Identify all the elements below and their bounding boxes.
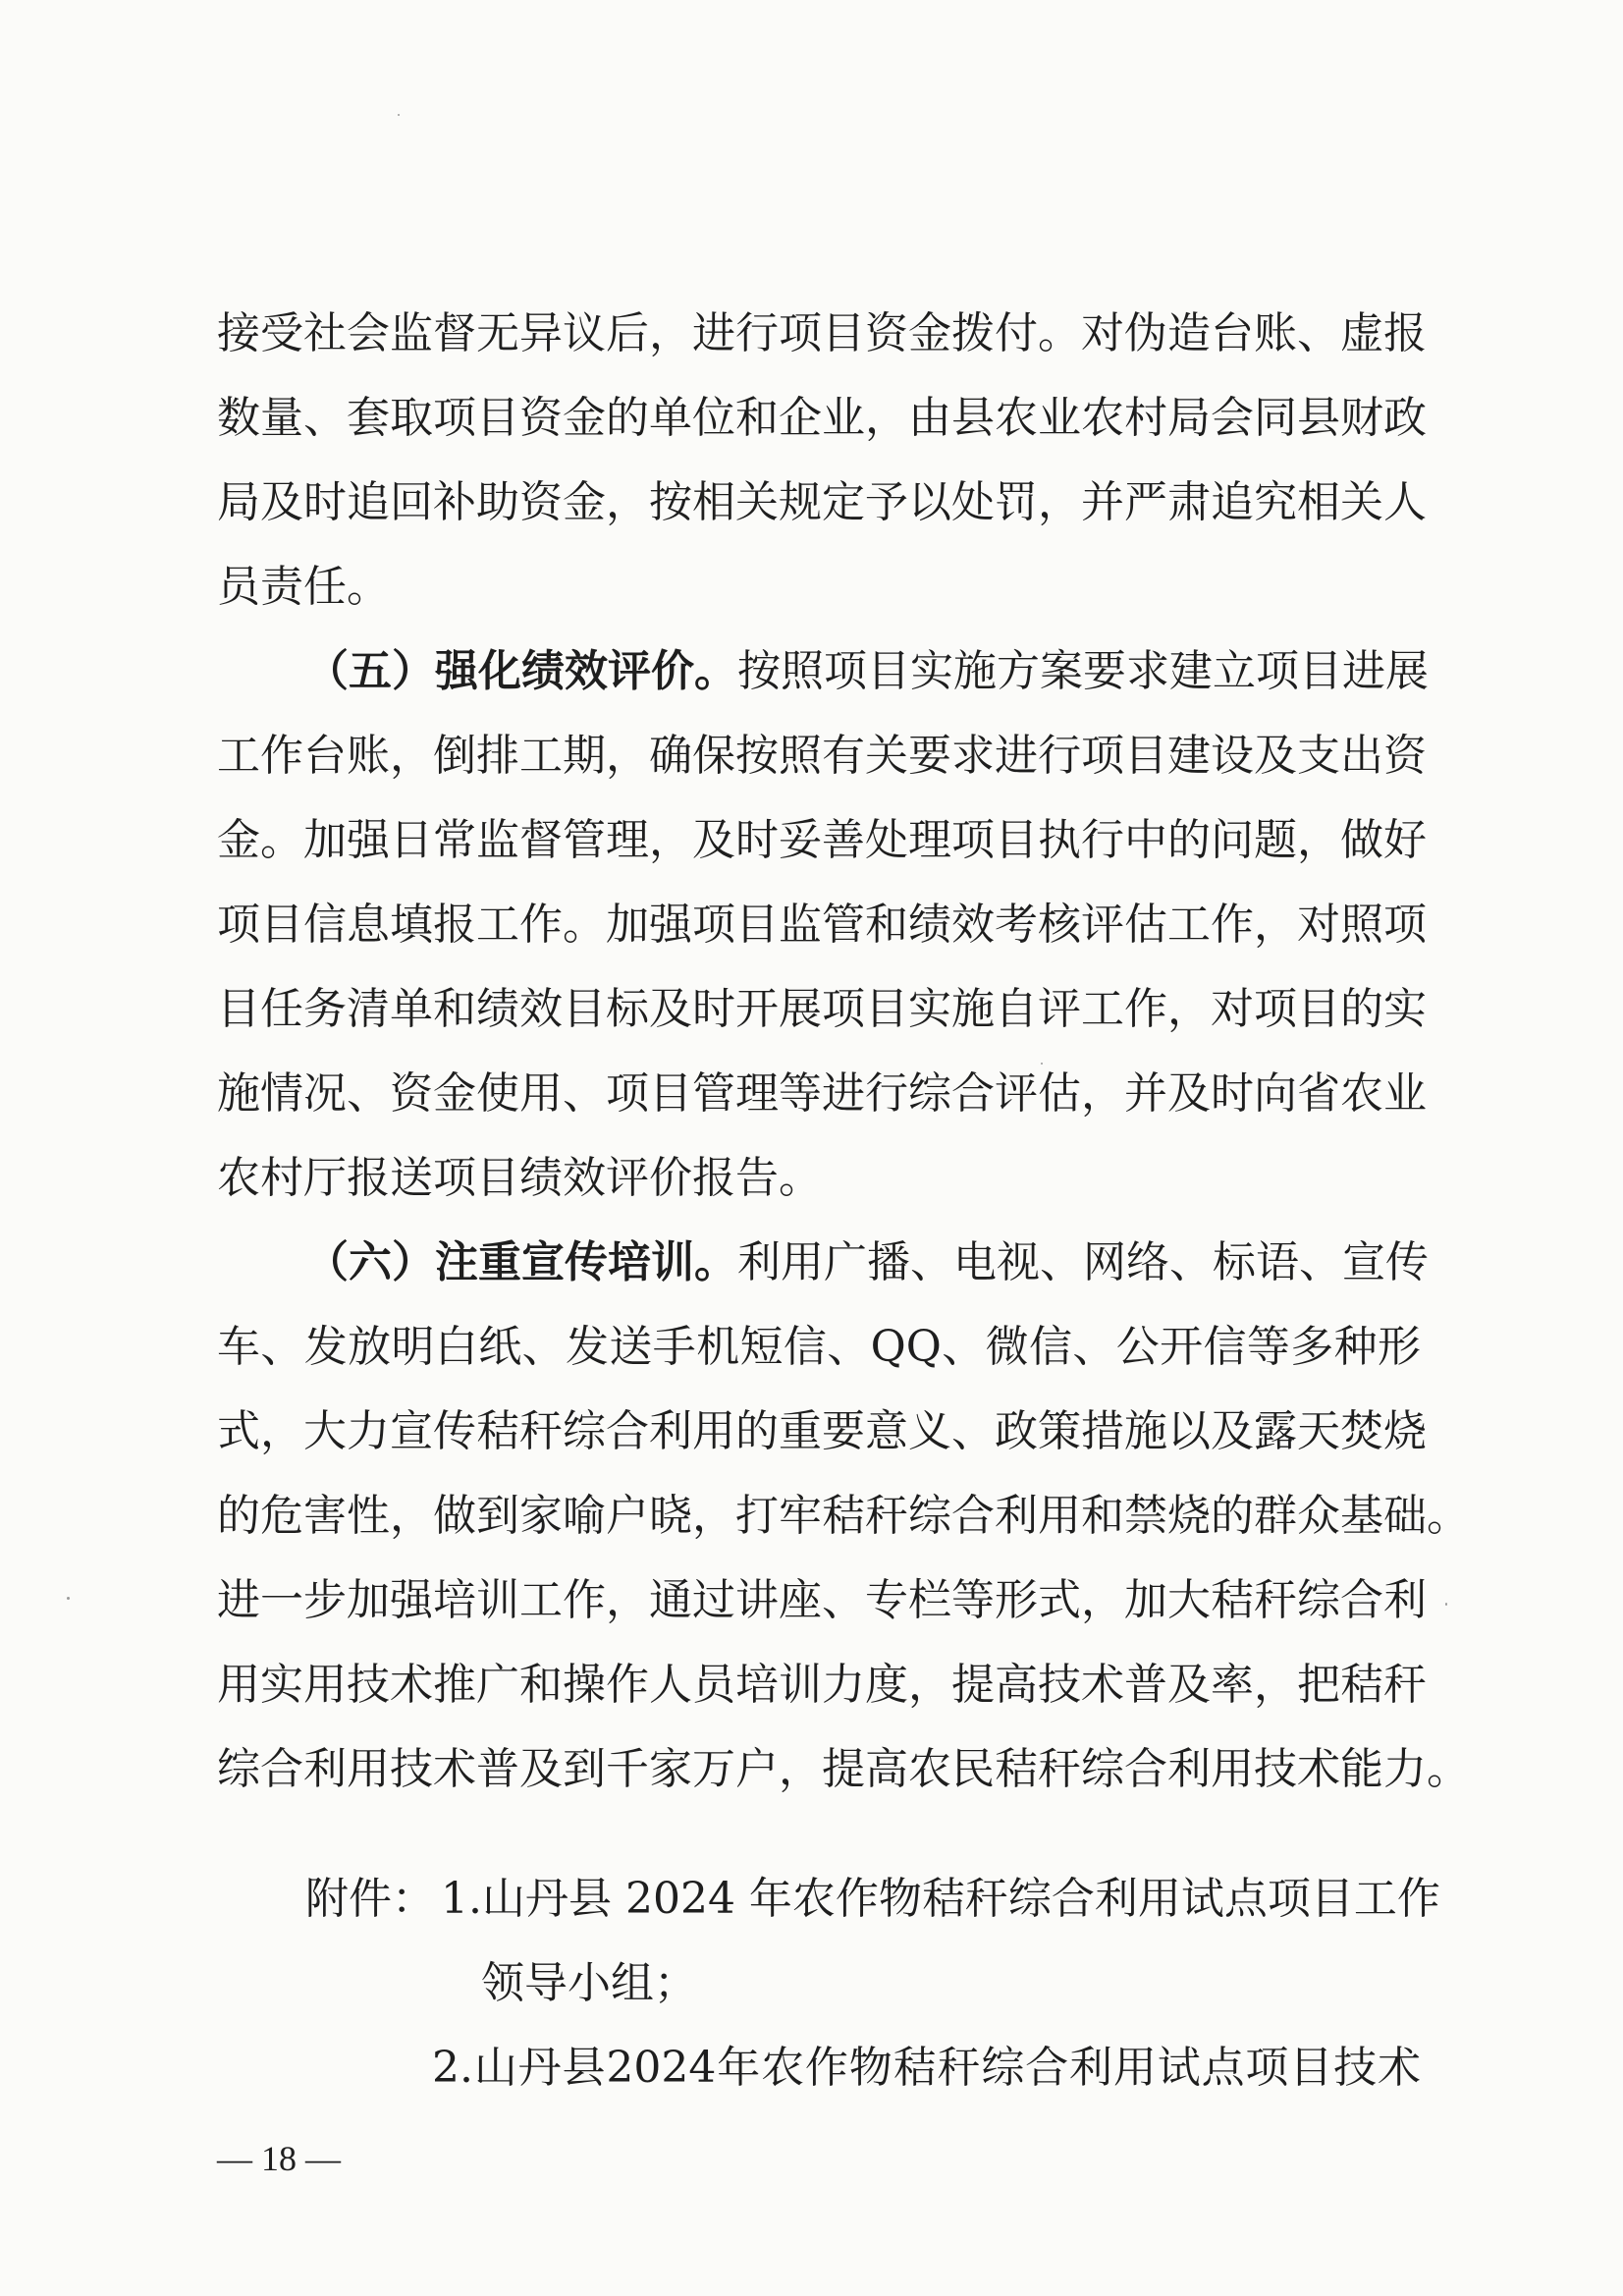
paragraph-1-line-4: 员责任。 bbox=[217, 562, 390, 612]
scan-speck bbox=[67, 1597, 70, 1600]
attachments-label: 附件： bbox=[305, 1874, 435, 1924]
scan-speck bbox=[398, 114, 400, 116]
paragraph-2-line-1-text: 按照项目实施方案要求建立项目进展 bbox=[737, 646, 1429, 696]
paragraph-3-line-3: 式，大力宣传秸秆综合利用的重要意义、政策措施以及露天焚烧 bbox=[217, 1406, 1427, 1456]
paragraph-3-line-1-text: 利用广播、电视、网络、标语、宣传 bbox=[737, 1237, 1429, 1287]
paragraph-3-line-5: 进一步加强培训工作，通过讲座、专栏等形式，加大秸秆综合利 bbox=[217, 1575, 1427, 1625]
attachment-1-line-1: 1.山丹县 2024 年农作物秸秆综合利用试点项目工作 bbox=[441, 1874, 1440, 1924]
paragraph-1-line-1: 接受社会监督无异议后，进行项目资金拨付。对伪造台账、虚报 bbox=[217, 308, 1427, 358]
paragraph-3-line-1 bbox=[305, 1235, 1429, 1290]
paragraph-2-line-5: 目任务清单和绩效目标及时开展项目实施自评工作，对项目的实 bbox=[217, 984, 1427, 1034]
attachment-1-line-2: 领导小组； bbox=[481, 1958, 697, 2008]
paragraph-2-line-4: 项目信息填报工作。加强项目监管和绩效考核评估工作，对照项 bbox=[217, 900, 1427, 950]
paragraph-3-line-2: 车、发放明白纸、发送手机短信、QQ、微信、公开信等多种形 bbox=[217, 1322, 1421, 1372]
paragraph-1-line-2: 数量、套取项目资金的单位和企业，由县农业农村局会同县财政 bbox=[217, 393, 1427, 443]
scan-speck bbox=[1445, 1603, 1447, 1606]
paragraph-2-line-3: 金。加强日常监督管理，及时妥善处理项目执行中的问题，做好 bbox=[217, 815, 1427, 865]
paragraph-3-line-6: 用实用技术推广和操作人员培训力度，提高技术普及率，把秸秆 bbox=[217, 1660, 1427, 1710]
paragraph-2-line-6: 施情况、资金使用、项目管理等进行综合评估，并及时向省农业 bbox=[217, 1068, 1427, 1119]
section-heading-five: （五）强化绩效评价。 bbox=[305, 646, 737, 696]
paragraph-2-line-7: 农村厅报送项目绩效评价报告。 bbox=[217, 1153, 822, 1203]
page-number: — 18 — bbox=[217, 2139, 341, 2178]
scan-speck bbox=[1041, 1063, 1043, 1065]
attachment-2-line-1: 2.山丹县2024年农作物秸秆综合利用试点项目技术 bbox=[432, 2043, 1421, 2093]
paragraph-2-line-2: 工作台账，倒排工期，确保按照有关要求进行项目建设及支出资 bbox=[217, 731, 1427, 781]
paragraph-3-line-7: 综合利用技术普及到千家万户，提高农民秸秆综合利用技术能力。 bbox=[217, 1744, 1470, 1794]
paragraph-1-line-3: 局及时追回补助资金，按相关规定予以处罚，并严肃追究相关人 bbox=[217, 477, 1427, 527]
section-heading-six: （六）注重宣传培训。 bbox=[305, 1237, 737, 1287]
paragraph-2-line-1 bbox=[305, 644, 1429, 699]
paragraph-3-line-4: 的危害性，做到家喻户晓，打牢秸秆综合利用和禁烧的群众基础。 bbox=[217, 1491, 1470, 1541]
